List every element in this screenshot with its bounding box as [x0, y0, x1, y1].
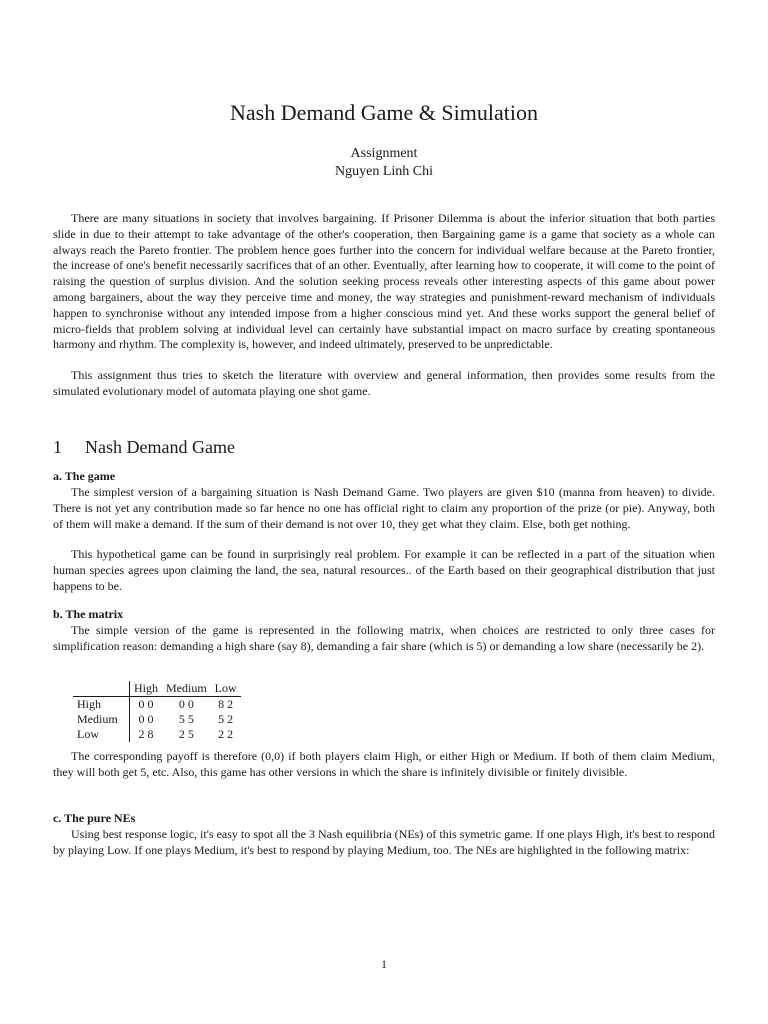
matrix-cell: 2 2 — [218, 727, 234, 741]
intro-paragraph-1: There are many situations in society that involves bargaining. If Prisoner Dilemma is about the inferior situation that both parties slide in due to their attempt to take advantage of the other's cooperation, then Bargaining game is a game that society as a whole can always reach the Pareto frontier. The problem hence goes further into the concern for individual welfare because at the Pareto frontier, the increase of one's benefit necessarily sacrifices that of an other. Eventually, after learning how to cooperate, it will come to the point of raising the question of surplus division. And the solution seeking process reveals other interesting aspects of this game about power among bargainers, about the way they perceive time and money, the way strategies and punishment-reward mechanism of individuals happen to synchronise without any intended impose from a higher conscious mind yet. And these works support the general belief of micro-fields that problem solving at individual level can certainly have substantial impact on macro surface by creating spontaneous harmony and rhythm. The complexity is, however, and indeed ultimately, preserved to be unpredictable. — [53, 211, 715, 352]
matrix-cell: 0 0 — [138, 697, 154, 711]
section-title: Nash Demand Game — [85, 437, 235, 457]
pure-ne-paragraph: Using best response logic, it's easy to spot all the 3 Nash equilibria (NEs) of this symetric game. If one plays High, it's best to respond by playing Low. If one plays Medium, it's best to respond by playing Medium, too. The NEs are highlighted in the following matrix: — [53, 827, 715, 857]
section-heading — [53, 437, 235, 458]
matrix-paragraph: The simple version of the game is represented in the following matrix, when choices are restricted to only three cases for simplification reason: demanding a high share (say 8), demanding a fair share (which is 5) or demanding a low share (necessarily be 2). — [53, 623, 715, 653]
paper-title: Nash Demand Game & Simulation — [230, 100, 538, 125]
matrix-row — [73, 697, 241, 713]
matrix-column-header: High — [130, 681, 163, 697]
matrix-column-header: Medium — [162, 681, 211, 697]
payoff-explanation-paragraph: The corresponding payoff is therefore (0,0) if both players claim High, or either High or Medium. If both of them claim Medium, they will both get 5, etc. Also, this game has other versions in which the share is infinitely divisible or finitely divisible. — [53, 749, 715, 779]
intro-paragraph-2: This assignment thus tries to sketch the literature with overview and general information, then provides some results from the simulated evolutionary model of automata playing one shot game. — [53, 368, 715, 398]
matrix-cell: 0 0 — [178, 697, 194, 711]
matrix-row — [73, 727, 241, 742]
subsection-heading-c: c. The pure NEs — [53, 811, 136, 825]
paper-author: Nguyen Linh Chi — [335, 164, 433, 179]
matrix-row — [73, 712, 241, 727]
page-number: 1 — [381, 957, 387, 971]
matrix-header-row — [73, 681, 241, 697]
matrix-row-label: Medium — [73, 712, 130, 727]
section-number: 1 — [53, 437, 62, 457]
matrix-cell: 5 2 — [218, 712, 234, 726]
game-paragraph-2: This hypothetical game can be found in surprisingly real problem. For example it can be reflected in a part of the situation when human species agrees upon claiming the land, the sea, natural resources.. of the Earth based on their geographical distribution that just happens to be. — [53, 547, 715, 593]
paper-subtitle: Assignment — [350, 146, 418, 161]
matrix-cell: 5 5 — [178, 712, 194, 726]
matrix-row-label: Low — [73, 727, 130, 742]
subsection-heading-a: a. The game — [53, 469, 116, 483]
game-paragraph-1: The simplest version of a bargaining situation is Nash Demand Game. Two players are given $10 (manna from heaven) to divide. There is not yet any contribution made so far hence no one has official right to claim any proportion of the prize (or pie). Anyway, both of them will make a demand. If the sum of their demand is not over 10, they get what they claim. Else, both get nothing. — [53, 485, 715, 531]
matrix-cell: 8 2 — [218, 697, 234, 711]
matrix-cell: 0 0 — [138, 712, 154, 726]
matrix-cell: 2 5 — [178, 727, 194, 741]
matrix-cell: 2 8 — [138, 727, 154, 741]
matrix-row-label: High — [73, 697, 130, 713]
payoff-matrix — [73, 681, 241, 742]
matrix-column-header: Low — [211, 681, 241, 697]
subsection-heading-b: b. The matrix — [53, 607, 124, 621]
